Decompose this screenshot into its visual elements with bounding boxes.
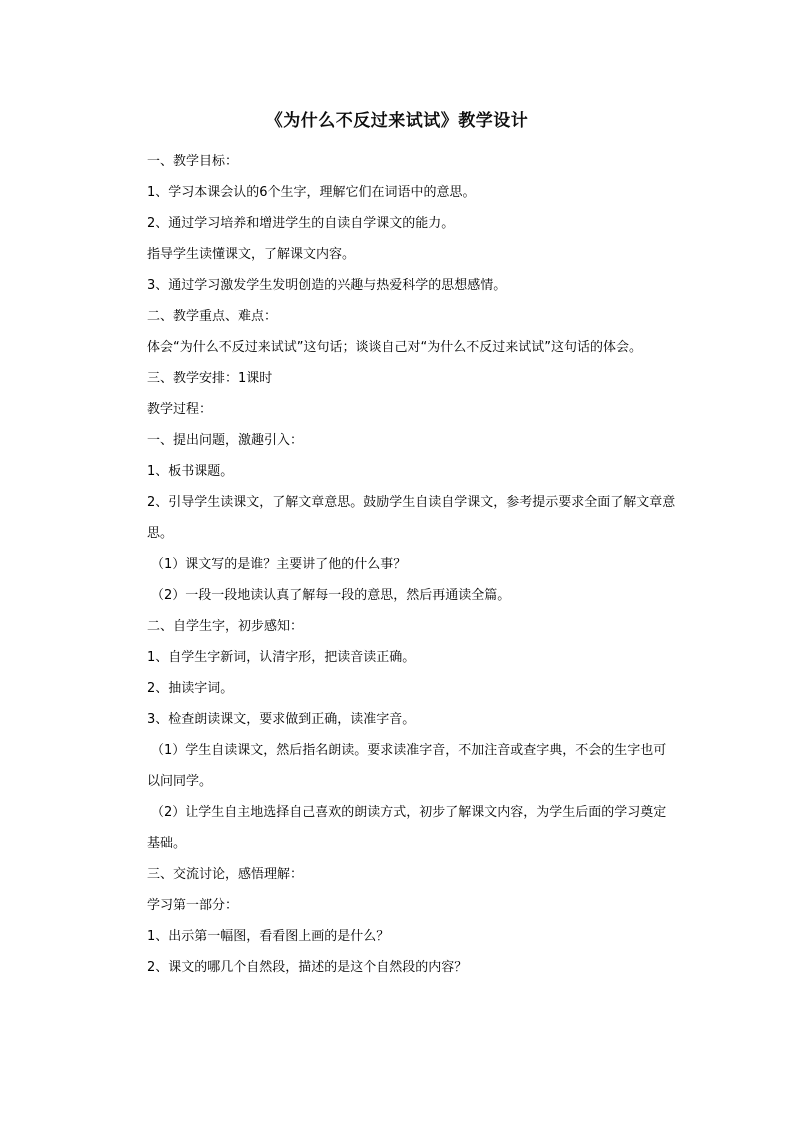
- document-title: 《为什么不反过来试试》教学设计: [265, 111, 529, 131]
- paragraph: 2、课文的哪几个自然段，描述的是这个自然段的内容？: [147, 960, 468, 975]
- heading-step-1: 一、提出问题，激趣引入：: [147, 433, 304, 448]
- heading-step-2: 二、自学生字，初步感知：: [147, 619, 304, 634]
- paragraph: 3、通过学习激发学生发明创造的兴趣与热爱科学的思想感情。: [147, 278, 507, 293]
- paragraph: 学习第一部分：: [147, 898, 239, 913]
- paragraph: 2、引导学生读课文，了解文章意思。鼓励学生自读自学课文，参考提示要求全面了解文章意思。: [147, 495, 676, 541]
- paragraph: 1、板书课题。: [147, 464, 234, 479]
- heading-objectives: 一、教学目标：: [147, 154, 239, 169]
- paragraph: 体会“为什么不反过来试试”这句话；谈谈自己对“为什么不反过来试试”这句话的体会。: [147, 340, 642, 355]
- paragraph: （2）一段一段地读认真了解每一段的意思，然后再通读全篇。: [151, 588, 511, 603]
- paragraph: 2、抽读字词。: [147, 681, 234, 696]
- paragraph: 1、自学生字新词，认清字形，把读音读正确。: [147, 650, 416, 665]
- paragraph: 1、学习本课会认的6个生字，理解它们在词语中的意思。: [147, 185, 476, 200]
- heading-schedule: 三、教学安排：1课时: [147, 371, 273, 386]
- paragraph: （2）让学生自主地选择自己喜欢的朗读方式，初步了解课文内容，为学生后面的学习奠定基础。: [147, 805, 667, 851]
- paragraph: 1、出示第一幅图，看看图上画的是什么？: [147, 929, 390, 944]
- heading-process: 教学过程：: [147, 402, 213, 417]
- document-body: [147, 146, 677, 983]
- heading-key-points: 二、教学重点、难点：: [147, 309, 278, 324]
- paragraph: 2、通过学习培养和增进学生的自读自学课文的能力。: [147, 216, 455, 231]
- heading-step-3: 三、交流讨论，感悟理解：: [147, 867, 304, 882]
- paragraph: 3、检查朗读课文，要求做到正确，读准字音。: [147, 712, 416, 727]
- paragraph: （1）学生自读课文，然后指名朗读。要求读准字音，不加注音或查字典，不会的生字也可以问同学。: [147, 743, 667, 789]
- paragraph: （1）课文写的是谁？主要讲了他的什么事？: [151, 557, 407, 572]
- paragraph: 指导学生读懂课文，了解课文内容。: [147, 247, 356, 262]
